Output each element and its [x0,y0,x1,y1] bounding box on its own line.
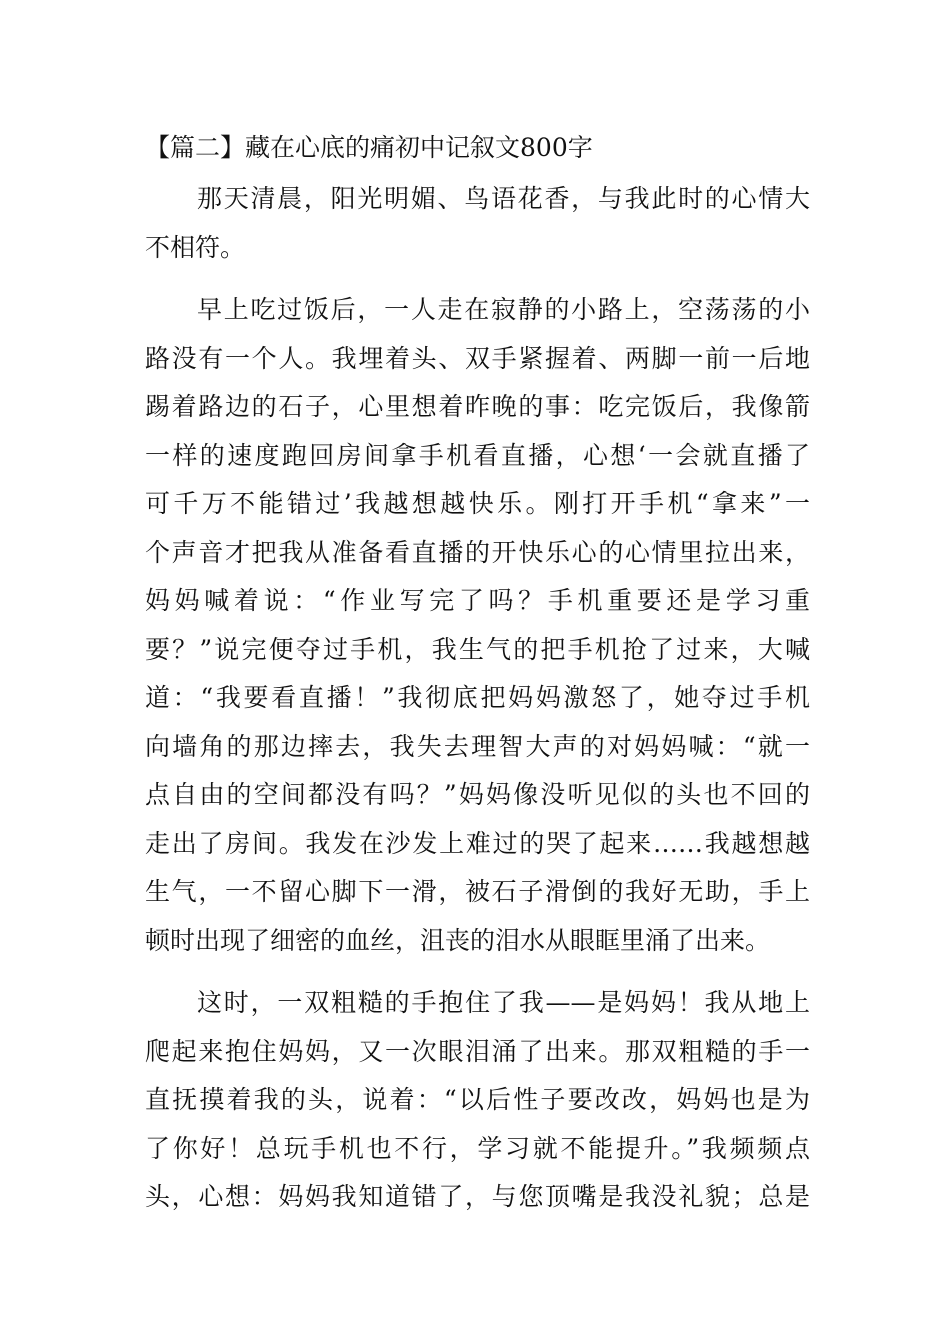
text-line: 走出了房间。我发在沙发上难过的哭了起来……我越想越 [145,828,810,858]
paragraph-2 [145,286,810,965]
text-line: 早上吃过饭后，一人走在寂静的小路上，空荡荡的小 [197,295,810,324]
text-line: 要？”说完便夺过手机，我生气的把手机抢了过来，大喊 [145,634,810,664]
paragraph-3 [145,979,810,1222]
spacer [145,168,810,175]
text-line: 这时，一双粗糙的手抱住了我——是妈妈！我从地上 [197,988,810,1017]
text-line: 个声音才把我从准备看直播的开快乐心的心情里拉出来， [145,537,810,567]
text-line: 了你好！总玩手机也不行，学习就不能提升。”我频频点 [145,1133,810,1163]
text-line: 直抚摸着我的头，说着：“以后性子要改改，妈妈也是为 [145,1085,810,1114]
text-line: 爬起来抱住妈妈，又一次眼泪涌了出来。那双粗糙的手一 [145,1036,810,1066]
text-line: 点自由的空间都没有吗？”妈妈像没听见似的头也不回的 [145,780,810,809]
text-line: 生气，一不留心脚下一滑，被石子滑倒的我好无助，手上 [145,877,810,906]
document-body [145,128,810,1222]
text-line: 不相符。 [145,232,246,262]
text-line: 向墙角的那边摔去，我失去理智大声的对妈妈喊：“就一 [145,731,810,761]
text-line: 踢着路边的石子，心里想着昨晚的事：吃完饭后，我像箭 [145,392,810,421]
text-line: 头，心想：妈妈我知道错了，与您顶嘴是我没礼貌；总是 [145,1182,810,1211]
text-line: 路没有一个人。我埋着头、双手紧握着、两脚一前一后地 [145,343,810,373]
paragraph-1 [145,175,810,272]
text-line: 可千万不能错过’我越想越快乐。刚打开手机“拿来”一 [145,489,810,518]
text-line: 一样的速度跑回房间拿手机看直播，心想‘一会就直播了 [145,440,810,470]
text-line: 道：“我要看直播！”我彻底把妈妈激怒了，她夺过手机 [145,683,810,712]
spacer [145,272,810,286]
text-line: 妈妈喊着说：“作业写完了吗？手机重要还是学习重 [145,586,810,615]
spacer [145,965,810,979]
section-title: 【篇二】藏在心底的痛初中记叙文800字 [145,133,593,162]
text-line: 那天清晨，阳光明媚、鸟语花香，与我此时的心情大 [197,184,810,213]
text-line: 顿时出现了细密的血丝，沮丧的泪水从眼眶里涌了出来。 [145,925,771,955]
